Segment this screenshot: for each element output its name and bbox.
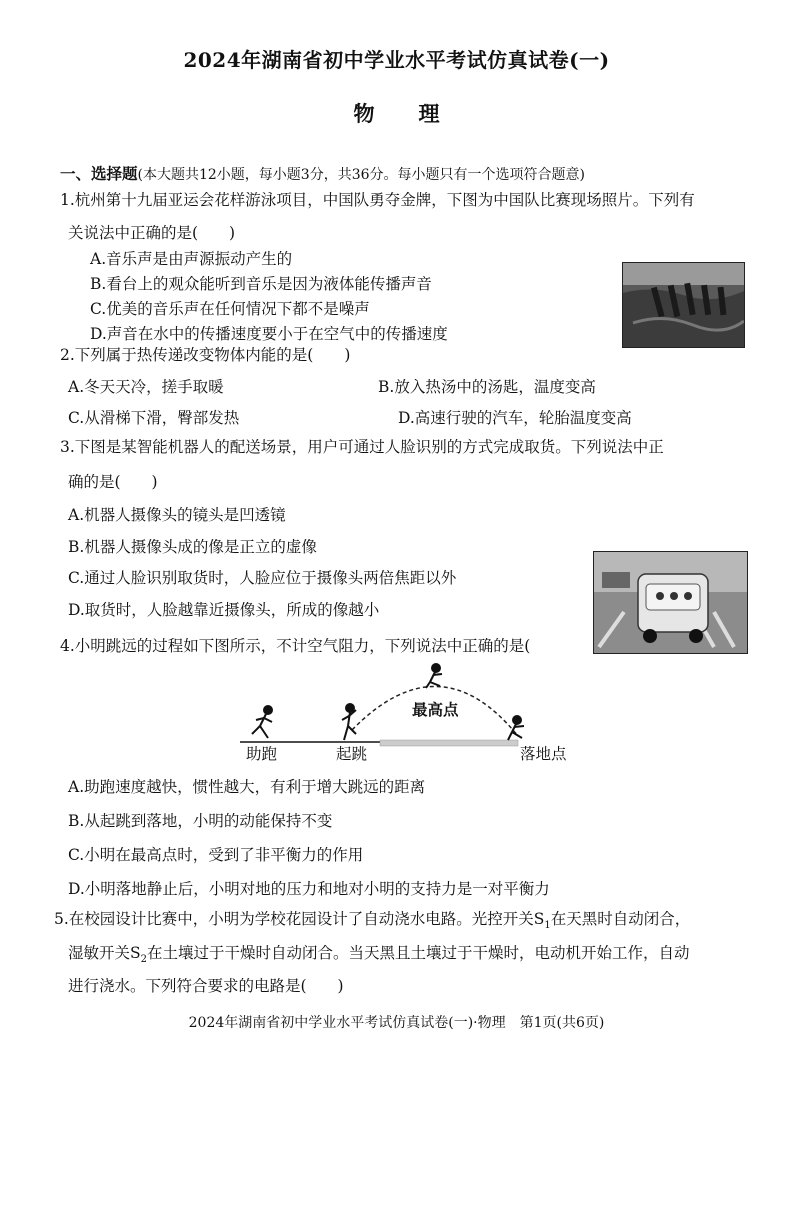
q5-stem-line1 xyxy=(54,907,690,931)
q2-option-d: D.高速行驶的汽车，轮胎温度变高 xyxy=(398,409,632,427)
q1-option-c: C.优美的音乐声在任何情况下都不是噪声 xyxy=(90,300,370,318)
q3-stem-line1: 3.下图是某智能机器人的配送场景，用户可通过人脸识别的方式完成取货。下列说法中正 xyxy=(60,438,664,456)
q5-line1-pre: 5.在校园设计比赛中，小明为学校花园设计了自动浇水电路。光控开关S xyxy=(54,910,545,928)
q5-stem-line3: 进行浇水。下列符合要求的电路是( ) xyxy=(68,977,344,995)
highest-figure xyxy=(426,664,442,688)
q2-option-a: A.冬天天冷，搓手取暖 xyxy=(68,378,224,396)
q3-option-c: C.通过人脸识别取货时，人脸应位于摄像头两倍焦距以外 xyxy=(68,569,457,587)
q5-stem-line2 xyxy=(68,941,690,965)
q3-option-a: A.机器人摄像头的镜头是凹透镜 xyxy=(68,506,286,524)
robot-delivery-photo xyxy=(593,551,748,654)
fig-label-landing: 落地点 xyxy=(520,745,567,763)
takeoff-figure xyxy=(342,704,356,740)
exam-title: 2024年湖南省初中学业水平考试仿真试卷(一) xyxy=(183,48,610,72)
q5-line2-sub: 2 xyxy=(140,954,147,966)
q1-option-a: A.音乐声是由声源振动产生的 xyxy=(90,250,293,268)
q4-option-a: A.助跑速度越快，惯性越大，有利于增大跳远的距离 xyxy=(68,778,426,796)
q2-stem: 2.下列属于热传递改变物体内能的是( ) xyxy=(60,346,351,364)
section-label: 一、选择题 xyxy=(60,164,138,183)
fig-label-run: 助跑 xyxy=(246,745,278,763)
q1-stem-line1: 1.杭州第十九届亚运会花样游泳项目，中国队勇夺金牌，下图为中国队比赛现场照片。下列有 xyxy=(60,191,695,209)
q1-option-d: D.声音在水中的传播速度要小于在空气中的传播速度 xyxy=(90,325,448,343)
q5-line1-post: 在天黑时自动闭合， xyxy=(550,910,691,928)
section-heading xyxy=(60,162,585,184)
q1-stem-line2: 关说法中正确的是( ) xyxy=(68,224,236,242)
q5-line2-post: 在土壤过于干燥时自动闭合。当天黑且土壤过于干燥时，电动机开始工作，自动 xyxy=(147,944,690,962)
q3-option-d: D.取货时，人脸越靠近摄像头，所成的像越小 xyxy=(68,601,380,619)
q2-option-b: B.放入热汤中的汤匙，温度变高 xyxy=(378,378,596,396)
fig-label-highest: 最高点 xyxy=(412,700,459,719)
page-footer: 2024年湖南省初中学业水平考试仿真试卷(一)·物理 第1页(共6页) xyxy=(188,1015,605,1031)
subject-title: 物理 xyxy=(353,101,484,126)
section-note: (本大题共12小题，每小题3分，共36分。每小题只有一个选项符合题意) xyxy=(137,167,585,183)
q5-line1-sub: 1 xyxy=(544,920,551,932)
q3-option-b: B.机器人摄像头成的像是正立的虚像 xyxy=(68,538,317,556)
q4-option-b: B.从起跳到落地，小明的动能保持不变 xyxy=(68,812,333,830)
fig-label-takeoff: 起跳 xyxy=(336,745,368,763)
q3-stem-line2: 确的是( ) xyxy=(68,473,158,491)
runner-figure xyxy=(252,706,272,738)
q5-line2-pre: 湿敏开关S xyxy=(68,944,141,962)
q2-option-c: C.从滑梯下滑，臀部发热 xyxy=(68,409,240,427)
q4-option-c: C.小明在最高点时，受到了非平衡力的作用 xyxy=(68,846,364,864)
swimming-photo xyxy=(622,262,745,348)
q4-option-d: D.小明落地静止后，小明对地的压力和地对小明的支持力是一对平衡力 xyxy=(68,880,550,898)
q1-option-b: B.看台上的观众能听到音乐是因为液体能传播声音 xyxy=(90,275,432,293)
q4-stem: 4.小明跳远的过程如下图所示，不计空气阻力，下列说法中正确的是( xyxy=(60,637,531,655)
